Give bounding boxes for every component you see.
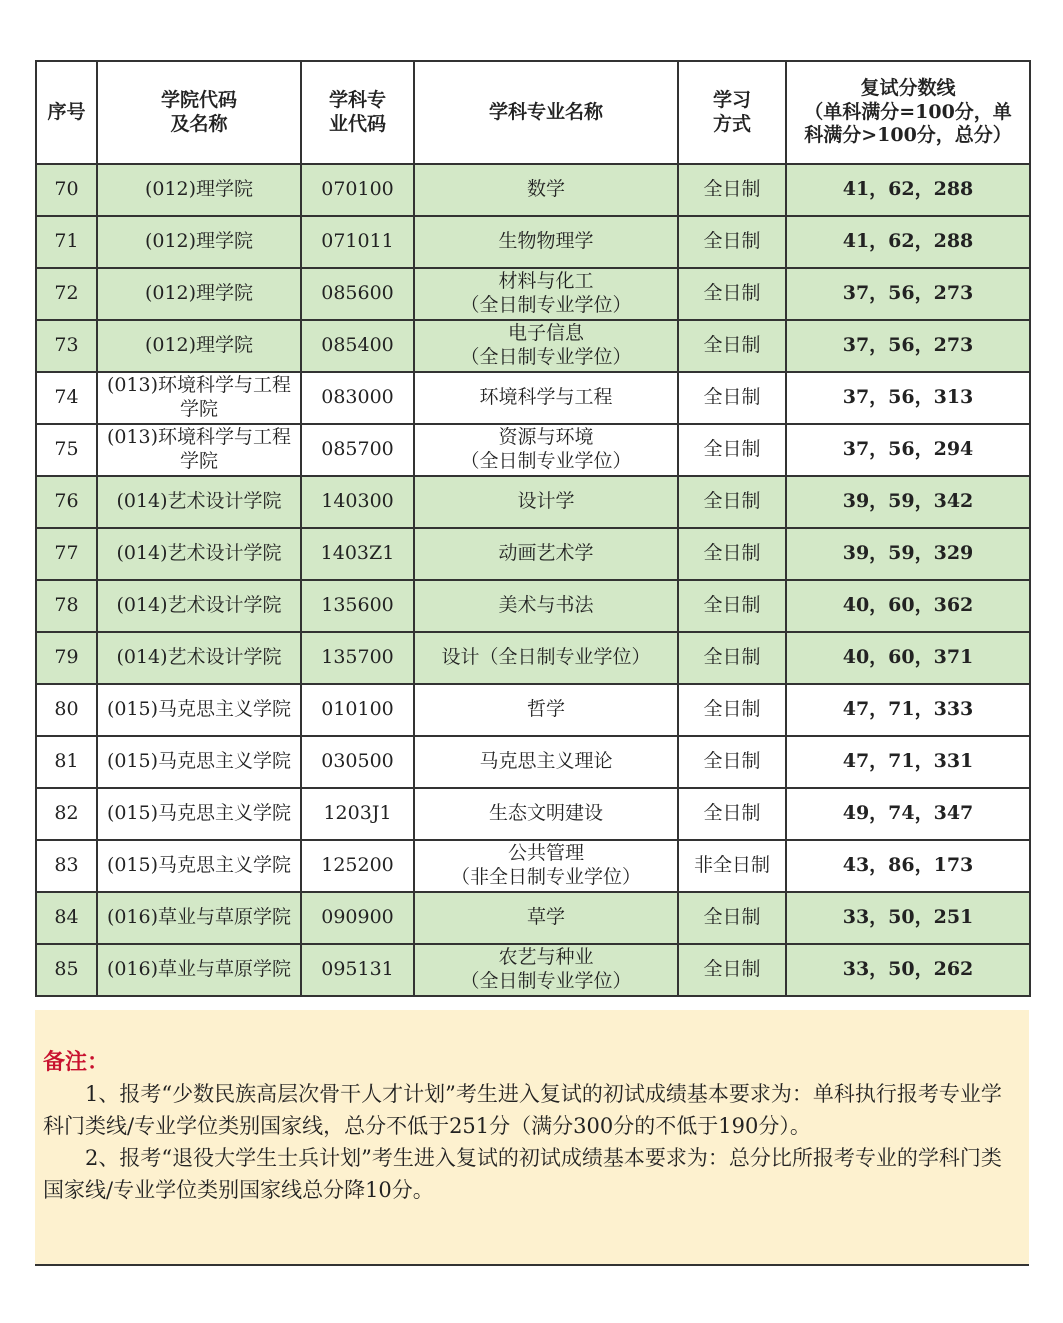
cell-score: 43，86，173 (786, 840, 1030, 892)
cell-code: 1403Z1 (301, 528, 414, 580)
cell-seq: 77 (36, 528, 97, 580)
cell-mode: 全日制 (678, 528, 786, 580)
cell-mode: 全日制 (678, 944, 786, 996)
cell-code: 140300 (301, 476, 414, 528)
cell-mode: 全日制 (678, 632, 786, 684)
header-college-line1: 学院代码 (160, 88, 237, 111)
cell-seq: 71 (36, 216, 97, 268)
cell-name-line1: 资源与环境 (498, 426, 594, 449)
cell-code: 090900 (301, 892, 414, 944)
cell-mode: 全日制 (678, 164, 786, 216)
cell-code: 085400 (301, 320, 414, 372)
cell-name: 生物物理学 (414, 216, 678, 268)
header-seq: 序号 (36, 61, 97, 164)
cell-seq: 76 (36, 476, 97, 528)
table-row (36, 320, 1030, 372)
cell-name-line1: 公共管理 (507, 842, 584, 865)
cell-code: 071011 (301, 216, 414, 268)
cell-college: (014)艺术设计学院 (97, 632, 301, 684)
cell-seq: 75 (36, 424, 97, 476)
cell-code: 125200 (301, 840, 414, 892)
cell-name-line1: 电子信息 (507, 322, 584, 345)
cell-score: 40，60，362 (786, 580, 1030, 632)
table-row (36, 840, 1030, 892)
header-college-line2: 及名称 (170, 112, 228, 135)
cell-mode: 全日制 (678, 684, 786, 736)
cell-seq: 83 (36, 840, 97, 892)
cell-seq: 80 (36, 684, 97, 736)
cell-name (414, 320, 678, 372)
cell-college: (012)理学院 (97, 164, 301, 216)
header-score (786, 61, 1030, 164)
cell-name: 草学 (414, 892, 678, 944)
cell-name (414, 424, 678, 476)
cell-name-line2: （全日制专业学位） (460, 294, 632, 316)
cell-score: 47，71，333 (786, 684, 1030, 736)
cell-name-line2: （全日制专业学位） (460, 450, 632, 472)
cell-seq: 85 (36, 944, 97, 996)
cell-name: 动画艺术学 (414, 528, 678, 580)
note-paragraph-2: 2、报考“退役大学生士兵计划”考生进入复试的初试成绩基本要求为：总分比所报考专业的学科门类国家线/专业学位类别国家线总分降10分。 (43, 1146, 1002, 1202)
header-mode-line2: 方式 (712, 112, 751, 135)
cell-college: (013)环境科学与工程学院 (97, 372, 301, 424)
table-row (36, 372, 1030, 424)
cell-code: 1203J1 (301, 788, 414, 840)
cell-score: 49，74，347 (786, 788, 1030, 840)
cell-name: 数学 (414, 164, 678, 216)
table-row (36, 268, 1030, 320)
cell-college: (015)马克思主义学院 (97, 840, 301, 892)
table-row (36, 580, 1030, 632)
cell-name: 设计（全日制专业学位） (414, 632, 678, 684)
cell-code: 135600 (301, 580, 414, 632)
notes-box (35, 1010, 1029, 1266)
table-row (36, 424, 1030, 476)
table-row (36, 944, 1030, 996)
header-score-line1: 复试分数线 (860, 76, 956, 99)
notes-title: 备注： (43, 1049, 110, 1075)
note-paragraph-1: 1、报考“少数民族高层次骨干人才计划”考生进入复试的初试成绩基本要求为：单科执行报考专业学科门类线/专业学位类别国家线，总分不低于251分（满分300分的不低于190分）。 (43, 1082, 1002, 1138)
cell-seq: 82 (36, 788, 97, 840)
cell-mode: 非全日制 (678, 840, 786, 892)
header-score-line3: 科满分>100分，总分） (804, 124, 1012, 147)
cell-seq: 84 (36, 892, 97, 944)
cell-score: 41，62，288 (786, 216, 1030, 268)
cell-name (414, 944, 678, 996)
score-table (35, 60, 1031, 997)
table-row (36, 528, 1030, 580)
cell-college: (014)艺术设计学院 (97, 476, 301, 528)
header-code-line2: 业代码 (328, 112, 386, 135)
table-row (36, 632, 1030, 684)
cell-score: 37，56，313 (786, 372, 1030, 424)
table-row (36, 216, 1030, 268)
cell-college: (014)艺术设计学院 (97, 580, 301, 632)
cell-name (414, 840, 678, 892)
header-college (97, 61, 301, 164)
cell-mode: 全日制 (678, 580, 786, 632)
cell-mode: 全日制 (678, 424, 786, 476)
cell-seq: 70 (36, 164, 97, 216)
cell-mode: 全日制 (678, 476, 786, 528)
cell-college: (016)草业与草原学院 (97, 892, 301, 944)
cell-name-line2: （非全日制专业学位） (450, 866, 641, 888)
cell-score: 40，60，371 (786, 632, 1030, 684)
cell-name: 生态文明建设 (414, 788, 678, 840)
header-code (301, 61, 414, 164)
cell-college: (016)草业与草原学院 (97, 944, 301, 996)
cell-seq: 78 (36, 580, 97, 632)
cell-score: 33，50，251 (786, 892, 1030, 944)
cell-score: 39，59，342 (786, 476, 1030, 528)
cell-name: 美术与书法 (414, 580, 678, 632)
cell-college: (015)马克思主义学院 (97, 788, 301, 840)
table-row (36, 476, 1030, 528)
cell-mode: 全日制 (678, 892, 786, 944)
cell-code: 095131 (301, 944, 414, 996)
cell-mode: 全日制 (678, 372, 786, 424)
cell-name (414, 268, 678, 320)
cell-college: (015)马克思主义学院 (97, 684, 301, 736)
table-body (36, 164, 1030, 996)
cell-code: 083000 (301, 372, 414, 424)
cell-mode: 全日制 (678, 268, 786, 320)
cell-mode: 全日制 (678, 320, 786, 372)
cell-name: 哲学 (414, 684, 678, 736)
cell-seq: 72 (36, 268, 97, 320)
cell-score: 41，62，288 (786, 164, 1030, 216)
cell-code: 135700 (301, 632, 414, 684)
cell-name-line1: 农艺与种业 (498, 946, 594, 969)
cell-seq: 74 (36, 372, 97, 424)
cell-name-line2: （全日制专业学位） (460, 970, 632, 992)
header-code-line1: 学科专 (328, 88, 386, 111)
cell-score: 37，56，273 (786, 320, 1030, 372)
cell-score: 37，56，294 (786, 424, 1030, 476)
cell-college: (012)理学院 (97, 268, 301, 320)
cell-name: 马克思主义理论 (414, 736, 678, 788)
table-row (36, 736, 1030, 788)
table-row (36, 684, 1030, 736)
cell-score: 37，56，273 (786, 268, 1030, 320)
cell-college: (015)马克思主义学院 (97, 736, 301, 788)
cell-code: 070100 (301, 164, 414, 216)
score-table-container (35, 60, 1029, 997)
cell-score: 33，50，262 (786, 944, 1030, 996)
cell-name-line1: 材料与化工 (498, 270, 594, 293)
cell-mode: 全日制 (678, 216, 786, 268)
cell-mode: 全日制 (678, 736, 786, 788)
cell-college: (012)理学院 (97, 216, 301, 268)
table-row (36, 788, 1030, 840)
cell-mode: 全日制 (678, 788, 786, 840)
table-row (36, 164, 1030, 216)
header-score-line2: （单科满分=100分，单 (804, 100, 1012, 123)
cell-name: 设计学 (414, 476, 678, 528)
cell-name-line2: （全日制专业学位） (460, 346, 632, 368)
cell-score: 47，71，331 (786, 736, 1030, 788)
cell-college: (012)理学院 (97, 320, 301, 372)
cell-college: (013)环境科学与工程学院 (97, 424, 301, 476)
cell-code: 085700 (301, 424, 414, 476)
header-mode-line1: 学习 (712, 88, 751, 111)
cell-seq: 79 (36, 632, 97, 684)
cell-name: 环境科学与工程 (414, 372, 678, 424)
header-mode (678, 61, 786, 164)
cell-college: (014)艺术设计学院 (97, 528, 301, 580)
cell-code: 010100 (301, 684, 414, 736)
cell-code: 085600 (301, 268, 414, 320)
cell-seq: 73 (36, 320, 97, 372)
cell-seq: 81 (36, 736, 97, 788)
cell-score: 39，59，329 (786, 528, 1030, 580)
header-row (36, 61, 1030, 164)
cell-code: 030500 (301, 736, 414, 788)
table-row (36, 892, 1030, 944)
header-name: 学科专业名称 (414, 61, 678, 164)
